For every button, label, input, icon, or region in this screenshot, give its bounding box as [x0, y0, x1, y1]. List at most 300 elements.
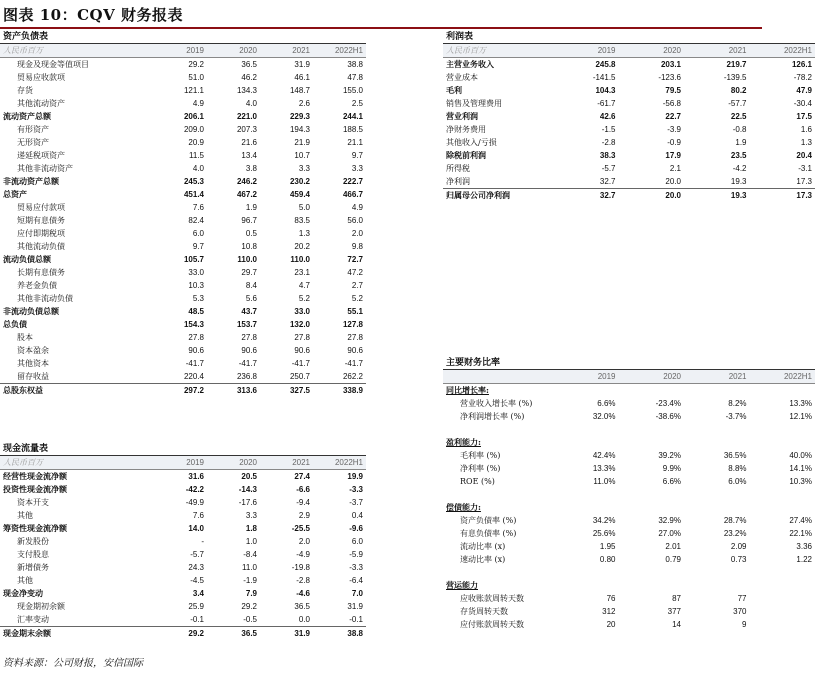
cell-value: 23.2% — [723, 529, 747, 538]
cell-value: 12.1% — [789, 412, 812, 421]
cell-value: 46.1 — [294, 73, 310, 82]
cell-value: 32.9% — [658, 516, 681, 525]
cell-value: 55.1 — [347, 307, 363, 316]
cell-value: -3.3 — [349, 485, 363, 494]
row-label: 递延税项资产 — [17, 151, 65, 160]
row-label: 归属母公司净利润 — [443, 189, 553, 203]
cell-value: 36.5 — [207, 627, 260, 641]
cell-value: 79.5 — [665, 86, 681, 95]
group-row — [443, 501, 815, 514]
cell-value: -41.7 — [344, 359, 363, 368]
cell-value: 34.2% — [592, 516, 616, 525]
table-row — [0, 201, 366, 214]
cash-flow-header — [0, 456, 366, 470]
cell-value: 10.3 — [188, 281, 204, 290]
cell-value: 36.5 — [241, 60, 257, 69]
cell-value: 1.0 — [245, 537, 257, 546]
page-title: 图表 10：CQV 财务报表 — [3, 6, 183, 24]
cell-value: 154.3 — [183, 320, 204, 329]
row-label: 除税前利润 — [446, 150, 486, 160]
cell-value: 104.3 — [595, 86, 616, 95]
cell-value: 245.8 — [595, 60, 616, 69]
row-label: 净利润增长率 (%) — [460, 412, 525, 421]
table-row — [0, 548, 366, 561]
row-label: 非流动资产总额 — [3, 176, 59, 186]
cell-value: 1.95 — [599, 542, 616, 551]
spacer-row — [443, 566, 815, 579]
cell-value: 2.0 — [351, 229, 363, 238]
cell-value: 9 — [742, 620, 747, 629]
cell-value: -41.7 — [238, 359, 257, 368]
row-label: 净利润 — [446, 177, 470, 186]
cell-value: 1.22 — [796, 555, 812, 564]
cell-value: 22.5 — [730, 112, 747, 121]
row-label: 其他 — [17, 576, 33, 585]
cell-value: -17.6 — [238, 498, 257, 507]
cell-value — [750, 605, 815, 618]
cell-value: 17.3 — [796, 177, 812, 186]
year-header: 2019 — [154, 456, 207, 470]
table-row — [0, 470, 366, 484]
year-header: 2022H1 — [750, 370, 815, 384]
row-label: ROE (%) — [460, 477, 495, 486]
table-row — [443, 540, 815, 553]
cell-value: 29.2 — [188, 60, 204, 69]
balance-sheet-section — [0, 31, 366, 397]
cell-value: 29.7 — [241, 268, 257, 277]
table-row — [443, 189, 815, 203]
cell-value: 27.8 — [294, 333, 310, 342]
ratios-section — [443, 357, 815, 631]
cell-value: 28.7% — [723, 516, 747, 525]
cell-value: 229.3 — [289, 112, 310, 121]
cell-value: 4.0 — [192, 164, 204, 173]
cell-value: 221.0 — [236, 112, 257, 121]
table-row — [0, 357, 366, 370]
cell-value: 0.80 — [599, 555, 616, 564]
table-row — [0, 136, 366, 149]
spacer-row — [443, 423, 815, 436]
table-row — [443, 592, 815, 605]
cell-value: 48.5 — [188, 307, 204, 316]
year-header: 2022H1 — [313, 456, 366, 470]
table-row — [0, 188, 366, 201]
cell-value: -1.9 — [243, 576, 257, 585]
cell-value: 32.7 — [553, 189, 619, 203]
cell-value: 3.3 — [351, 164, 363, 173]
table-row — [0, 561, 366, 574]
cell-value: - — [201, 537, 204, 546]
cell-value: 153.7 — [236, 320, 257, 329]
cell-value: 3.3 — [298, 164, 310, 173]
cell-value: 33.0 — [294, 307, 310, 316]
table-row — [0, 162, 366, 175]
cell-value: 262.2 — [342, 372, 363, 381]
table-row — [443, 410, 815, 423]
cell-value: 466.7 — [342, 190, 363, 199]
cell-value: -25.5 — [291, 524, 310, 533]
year-header: 2020 — [207, 456, 260, 470]
cell-value: 27.0% — [658, 529, 681, 538]
cell-value: 46.2 — [241, 73, 257, 82]
row-label: 其他流动负债 — [17, 242, 65, 251]
cell-value: 11.5 — [189, 151, 204, 160]
group-row — [443, 384, 815, 398]
table-row — [443, 605, 815, 618]
cell-value: 11.0 — [242, 563, 257, 572]
cell-value: -4.5 — [190, 576, 204, 585]
cell-value: 312 — [602, 607, 616, 616]
row-label: 其他 — [17, 511, 33, 520]
row-label: 毛利 — [446, 85, 462, 95]
row-label: 贸易应收款项 — [17, 73, 65, 82]
cell-value: 19.9 — [347, 472, 363, 481]
cell-value: 155.0 — [342, 86, 363, 95]
cell-value: 20 — [606, 620, 616, 629]
cell-value: 56.0 — [347, 216, 363, 225]
cell-value: 36.5 — [294, 602, 310, 611]
row-label: 应付账款周转天数 — [460, 620, 524, 629]
cell-value: -123.6 — [658, 73, 681, 82]
cell-value: 27.8 — [347, 333, 363, 342]
cell-value: 5.2 — [351, 294, 363, 303]
group-label: 盈利能力: — [446, 437, 481, 447]
cell-value: 297.2 — [154, 384, 207, 398]
row-label: 应付即期税项 — [17, 229, 65, 238]
row-label: 总股东权益 — [0, 384, 154, 398]
cell-value: 1.3 — [800, 138, 812, 147]
cell-value: 0.79 — [665, 555, 681, 564]
cell-value: 8.2% — [728, 399, 747, 408]
cell-value: 21.9 — [294, 138, 310, 147]
group-row — [443, 579, 815, 592]
title-divider — [0, 27, 762, 29]
cell-value: -0.9 — [667, 138, 681, 147]
cell-value: 20.5 — [241, 472, 257, 481]
cell-value: 20.0 — [619, 189, 685, 203]
row-label: 总资产 — [3, 189, 27, 199]
table-row — [443, 449, 815, 462]
row-label: 净财务费用 — [446, 125, 486, 134]
table-row — [443, 618, 815, 631]
cell-value: 29.2 — [241, 602, 257, 611]
cell-value: 188.5 — [342, 125, 363, 134]
cell-value: 0.5 — [245, 229, 257, 238]
table-row — [0, 370, 366, 384]
cell-value: 17.9 — [665, 151, 681, 160]
balance-sheet-header — [0, 44, 366, 58]
cell-value: 5.3 — [192, 294, 204, 303]
row-label: 其他非流动负债 — [17, 294, 73, 303]
cash-flow-rows — [0, 470, 366, 641]
row-label: 现金及现金等值项目 — [17, 60, 89, 69]
cell-value: 110.0 — [290, 255, 310, 264]
table-row — [443, 123, 815, 136]
row-label: 速动比率 (x) — [460, 555, 506, 564]
cell-value: 82.4 — [188, 216, 204, 225]
cell-value: 90.6 — [294, 346, 310, 355]
row-label: 新增债务 — [17, 563, 49, 572]
row-label: 存货 — [17, 86, 33, 95]
row-label: 其他资本 — [17, 359, 49, 368]
cell-value: -57.7 — [728, 99, 747, 108]
table-row — [0, 496, 366, 509]
table-row — [443, 58, 815, 72]
cell-value: -78.2 — [793, 73, 812, 82]
cell-value: 4.9 — [351, 203, 363, 212]
cell-value: 127.8 — [342, 320, 363, 329]
cell-value: 38.8 — [347, 60, 363, 69]
table-row — [0, 292, 366, 305]
cell-value: 126.1 — [791, 60, 812, 69]
cell-value: -0.8 — [732, 125, 747, 134]
cell-value: -6.4 — [349, 576, 363, 585]
cell-value: 148.7 — [289, 86, 310, 95]
cell-value: 38.8 — [313, 627, 366, 641]
cell-value: -9.4 — [296, 498, 310, 507]
cell-value: 134.3 — [236, 86, 257, 95]
cell-value: 203.1 — [660, 60, 681, 69]
cell-value: 2.6 — [298, 99, 310, 108]
table-row — [0, 240, 366, 253]
table-row — [443, 475, 815, 488]
row-label: 营业成本 — [446, 73, 478, 82]
table-row — [443, 149, 815, 162]
table-row — [0, 58, 366, 72]
cell-value: 76 — [606, 594, 616, 603]
cell-value: 250.7 — [289, 372, 310, 381]
cell-value: 43.7 — [241, 307, 257, 316]
cell-value: -56.8 — [662, 99, 681, 108]
cell-value: -4.2 — [732, 164, 747, 173]
cell-value: 14.1% — [789, 464, 812, 473]
cell-value: 14 — [672, 620, 681, 629]
cell-value: 32.7 — [599, 177, 616, 186]
cell-value: 19.3 — [684, 189, 750, 203]
cell-value: 21.6 — [241, 138, 257, 147]
cell-value: 13.4 — [241, 151, 257, 160]
group-row — [443, 436, 815, 449]
cell-value: 13.3% — [592, 464, 616, 473]
cell-value: 31.9 — [294, 60, 310, 69]
cell-value: 2.1 — [669, 164, 681, 173]
cell-value: -3.7 — [349, 498, 363, 507]
cell-value: 27.4 — [294, 472, 310, 481]
table-row — [443, 136, 815, 149]
year-header: 2021 — [260, 44, 313, 58]
row-label: 净利率 (%) — [460, 464, 501, 473]
table-row — [0, 84, 366, 97]
cell-value: 110.0 — [237, 255, 257, 264]
year-header: 2019 — [553, 44, 619, 58]
cell-value: 207.3 — [236, 125, 257, 134]
cell-value: 13.3% — [789, 399, 812, 408]
table-row — [0, 509, 366, 522]
table-row — [0, 535, 366, 548]
cell-value: 10.7 — [294, 151, 310, 160]
cell-value: -0.1 — [190, 615, 204, 624]
cell-value: 1.9 — [245, 203, 257, 212]
table-row — [443, 527, 815, 540]
ratios-table — [443, 370, 815, 631]
cell-value: 2.09 — [730, 542, 747, 551]
cell-value: 20.9 — [188, 138, 204, 147]
table-row — [0, 522, 366, 535]
cell-value: 27.4% — [789, 516, 812, 525]
cell-value: -41.7 — [185, 359, 204, 368]
year-header: 2020 — [619, 44, 685, 58]
row-label: 新发股份 — [17, 537, 49, 546]
ratios-title: 主要财务比率 — [443, 357, 815, 370]
cell-value: 96.7 — [241, 216, 257, 225]
ratios-header — [443, 370, 815, 384]
cell-value: 47.9 — [796, 86, 812, 95]
cell-value: 77 — [737, 594, 747, 603]
cell-value: 1.6 — [800, 125, 812, 134]
cell-value: 27.8 — [188, 333, 204, 342]
spacer-row — [443, 488, 815, 501]
row-label: 营业利润 — [446, 111, 478, 121]
row-label: 投资性现金流净额 — [3, 484, 67, 494]
cell-value: 72.7 — [347, 255, 363, 264]
cell-value: 80.2 — [730, 86, 747, 95]
cell-value: 313.6 — [207, 384, 260, 398]
row-label: 有息负债率 (%) — [460, 529, 517, 538]
cell-value: 2.9 — [298, 511, 310, 520]
cell-value: 245.3 — [183, 177, 204, 186]
balance-sheet-rows — [0, 58, 366, 398]
cash-flow-title: 现金流量表 — [0, 443, 366, 456]
cash-flow-section — [0, 443, 366, 640]
cell-value: 25.6% — [592, 529, 616, 538]
cell-value: -2.8 — [601, 138, 616, 147]
table-row — [0, 331, 366, 344]
cell-value: 2.0 — [298, 537, 310, 546]
row-label: 非流动负债总额 — [3, 306, 59, 316]
cell-value: 17.5 — [796, 112, 812, 121]
table-row — [0, 123, 366, 136]
cell-value: 338.9 — [313, 384, 366, 398]
cell-value: 370 — [733, 607, 747, 616]
cell-value: 2.01 — [665, 542, 681, 551]
row-label: 无形资产 — [17, 138, 49, 147]
cell-value: -6.6 — [296, 485, 310, 494]
row-label: 资产负债率 (%) — [460, 516, 517, 525]
cell-value: -23.4% — [655, 399, 681, 408]
cell-value: 5.6 — [245, 294, 257, 303]
cell-value: 236.8 — [236, 372, 257, 381]
cell-value: 14.0 — [188, 524, 204, 533]
cell-value: 6.0 — [192, 229, 204, 238]
cell-value: 8.8% — [728, 464, 747, 473]
year-header: 2021 — [684, 44, 750, 58]
cell-value: 10.8 — [241, 242, 257, 251]
group-label: 偿债能力: — [446, 502, 481, 512]
row-label: 现金期初余额 — [17, 602, 65, 611]
table-row — [443, 553, 815, 566]
table-row — [0, 305, 366, 318]
cell-value: 1.8 — [245, 524, 257, 533]
cell-value: 244.1 — [342, 112, 363, 121]
table-row — [0, 71, 366, 84]
cell-value: -61.7 — [597, 99, 616, 108]
cell-value: 0.73 — [730, 555, 747, 564]
cell-value: 222.7 — [342, 177, 363, 186]
cell-value: -42.2 — [185, 485, 204, 494]
row-label: 汇率变动 — [17, 615, 49, 624]
row-label: 现金期末余额 — [0, 627, 154, 641]
row-label: 支付股息 — [17, 550, 49, 559]
cell-value: -1.5 — [601, 125, 616, 134]
cell-value: 17.3 — [750, 189, 815, 203]
table-row — [443, 397, 815, 410]
table-row — [0, 266, 366, 279]
table-row — [443, 110, 815, 123]
cell-value: -5.9 — [349, 550, 363, 559]
row-label: 存货周转天数 — [460, 607, 508, 616]
cell-value: 21.1 — [347, 138, 363, 147]
table-row — [0, 613, 366, 627]
cell-value: 10.3% — [789, 477, 812, 486]
cell-value: 31.9 — [260, 627, 313, 641]
cell-value: -2.8 — [296, 576, 310, 585]
row-label: 其他收入/亏损 — [446, 138, 497, 147]
cell-value: 4.9 — [192, 99, 204, 108]
cell-value: 90.6 — [241, 346, 257, 355]
cell-value: 9.9% — [662, 464, 681, 473]
cell-value: 83.5 — [294, 216, 310, 225]
cell-value: 29.2 — [154, 627, 207, 641]
table-row — [0, 318, 366, 331]
balance-sheet-table — [0, 44, 366, 397]
row-label: 筹资性现金流净额 — [3, 523, 67, 533]
year-header: 2019 — [553, 370, 619, 384]
row-label: 资本开支 — [17, 498, 49, 507]
cell-value: 42.4% — [592, 451, 616, 460]
cell-value: 90.6 — [188, 346, 204, 355]
table-row — [443, 175, 815, 189]
row-label: 总负债 — [3, 319, 27, 329]
year-header: 2022H1 — [313, 44, 366, 58]
table-row — [443, 514, 815, 527]
source-note: 资料来源：公司财报，安信国际 — [3, 658, 143, 669]
cell-value: -0.5 — [243, 615, 257, 624]
cell-value: 11.0% — [593, 477, 616, 486]
cell-value: 23.5 — [730, 151, 747, 160]
group-label: 营运能力 — [446, 580, 478, 590]
cell-value: 451.4 — [183, 190, 204, 199]
table-row — [443, 71, 815, 84]
cell-value: -3.9 — [667, 125, 681, 134]
cell-value: 4.0 — [245, 99, 257, 108]
cell-value: 47.8 — [347, 73, 363, 82]
cell-value: -41.7 — [291, 359, 310, 368]
cell-value: 5.0 — [298, 203, 310, 212]
cell-value: 20.0 — [665, 177, 681, 186]
cell-value: 32.0% — [592, 412, 616, 421]
cell-value: -19.8 — [291, 563, 310, 572]
cell-value: 0.0 — [298, 615, 310, 624]
table-row — [0, 175, 366, 188]
cell-value: 36.5% — [723, 451, 747, 460]
cell-value: 25.9 — [188, 602, 204, 611]
row-label: 有形资产 — [17, 125, 49, 134]
cell-value: 31.6 — [188, 472, 204, 481]
cell-value: -49.9 — [185, 498, 204, 507]
cell-value: -141.5 — [592, 73, 616, 82]
table-row — [0, 384, 366, 398]
year-header: 2022H1 — [750, 44, 815, 58]
